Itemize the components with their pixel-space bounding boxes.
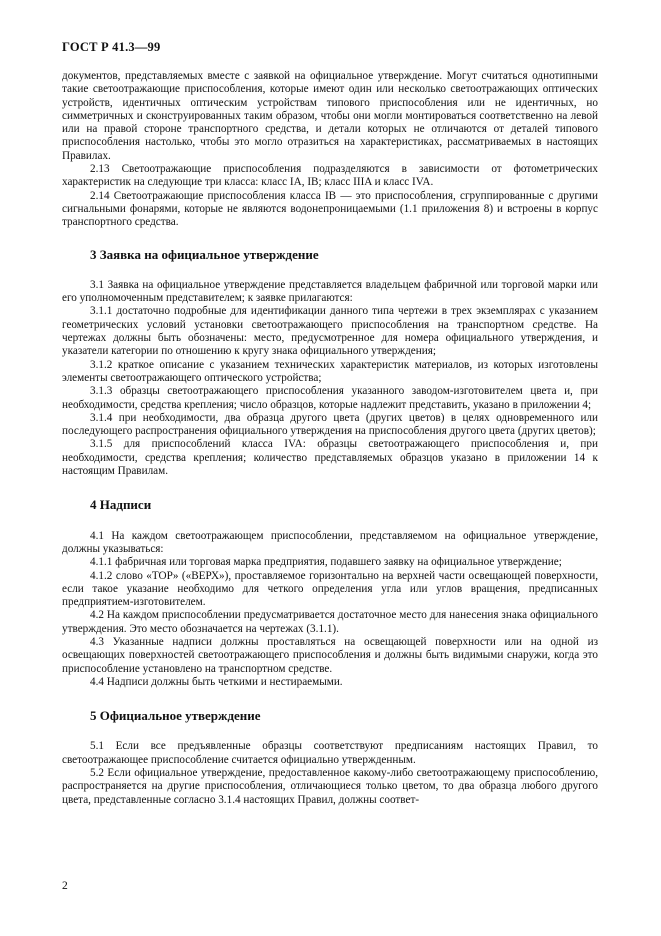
page-number: 2 (62, 880, 68, 892)
paragraph: 3.1 Заявка на официальное утверждение представляется владельцем фабричной или торговой марки или его уполномоченным представителем; к заявке прилагаются: (62, 278, 598, 305)
section-heading: 5 Официальное утверждение (90, 708, 261, 724)
paragraph: 4.3 Указанные надписи должны проставляться на освещающей поверхности или на одной из освещающих поверхностей светоотражающего приспособления и должны быть видимыми снаружи, когда это приспособление установлено на транспортном средстве. (62, 635, 598, 675)
paragraph: 3.1.2 краткое описание с указанием технических характеристик материалов, из которых изготовлены элементы светоотражающего оптического устройства; (62, 358, 598, 384)
paragraph: 5.2 Если официальное утверждение, предоставленное какому-либо светоотражающему приспособлению, распространяется на другие приспособления, отличающиеся только цветом, то два образца любого другого цвета, представленные согласно 3.1.4 настоящих Правил, должны соответ- (62, 767, 598, 806)
paragraph: 4.1 На каждом светоотражающем приспособлении, представляемом на официальное утверждение, должны указываться: (62, 529, 598, 555)
paragraph: 3.1.4 при необходимости, два образца другого цвета (других цветов) в целях одновременного или последующего распространения официального утверждения на приспособления другого цвета (других цветов); (62, 411, 598, 438)
paragraph: 4.4 Надписи должны быть четкими и нестираемыми. (90, 675, 343, 688)
document-header: ГОСТ Р 41.3—99 (62, 40, 161, 54)
paragraph: 5.1 Если все предъявленные образцы соответствуют предписаниям настоящих Правил, то светоотражающее приспособление считается официально утвержденным. (62, 740, 598, 766)
paragraph: 2.13 Светоотражающие приспособления подразделяются в зависимости от фотометрических характеристик на следующие три класса: класс IA, IB; класс IIIA и класс IVA. (62, 163, 598, 189)
section-heading: 3 Заявка на официальное утверждение (90, 246, 319, 262)
paragraph: 4.1.2 слово «TOP» («ВЕРХ»), проставляемое горизонтально на верхней части освещающей поверхности, если такое указание необходимо для четкого определения угла или углов вращения, предписанных предприятием-изготовителем. (62, 569, 598, 609)
paragraph: 2.14 Светоотражающие приспособления класса IB — это приспособления, сгруппированные с другими сигнальными фонарями, которые не являются водонепроницаемыми (1.1 приложения 8) и встроены в корпус транспортного средства. (62, 189, 598, 229)
paragraph: 4.1.1 фабричная или торговая марка предприятия, подавшего заявку на официальное утверждение; (90, 556, 562, 569)
paragraph: 3.1.1 достаточно подробные для идентификации данного типа чертежи в трех экземплярах с указанием геометрических условий установки светоотражающего приспособления на транспортном средстве. На чертежах должны быть обозначены: место, предусмотренное для номера официального утверждения, и указатели категории по отношению к кругу знака официального утверждения; (62, 305, 598, 358)
paragraph: 4.2 На каждом приспособлении предусматривается достаточное место для нанесения знака официального утверждения. Это место обозначается на чертежах (3.1.1). (62, 609, 598, 635)
section-heading: 4 Надписи (90, 497, 152, 513)
paragraph: 3.1.3 образцы светоотражающего приспособления указанного заводом-изготовителем цвета и, при необходимости, средства крепления; число образцов, которые надлежит представить, указано в приложении 4; (62, 385, 598, 411)
paragraph: документов, представляемых вместе с заявкой на официальное утверждение. Могут считаться однотипными такие светоотражающие приспособления, которые имеют один или несколько светоотражающих оптических устройств, идентичных оптическим устройствам типового приспособления или не идентичных, но симметричных и сконструированных таким образом, чтобы они могли монтироваться соответственно на левой или на правой стороне транспортного средства, и детали которых не отличаются от деталей типового приспособления настолько, чтобы это могло отразиться на характеристиках, рассматриваемых в настоящих Правилах. (62, 70, 598, 162)
document-body (62, 70, 598, 807)
paragraph: 3.1.5 для приспособлений класса IVA: образцы светоотражающего приспособления и, при необходимости, средства крепления; количество представляемых образцов указано в приложении 14 к настоящим Правилам. (62, 438, 598, 478)
